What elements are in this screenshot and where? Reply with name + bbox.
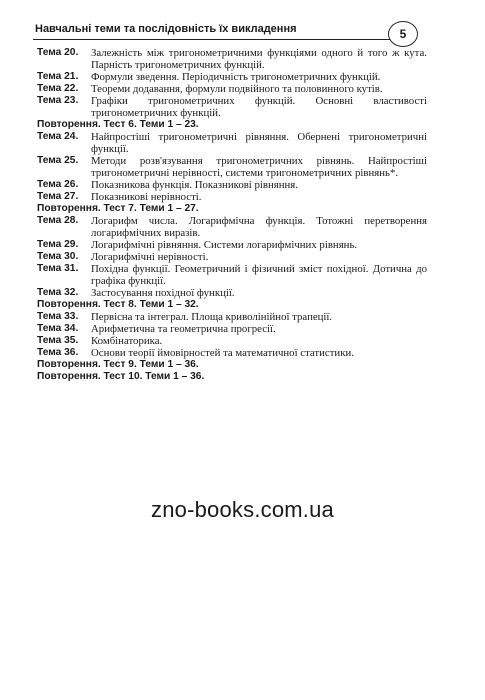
topic-title: Первісна та інтеграл. Площа криволінійної трапеції. bbox=[91, 311, 333, 323]
topic-title: Арифметична та геометрична прогресії. bbox=[91, 323, 276, 335]
topic-entry bbox=[37, 347, 427, 359]
topic-entry bbox=[37, 251, 427, 263]
topic-entry bbox=[37, 311, 427, 323]
review-entry: Повторення. Тест 8. Теми 1 – 32. bbox=[37, 299, 199, 310]
topic-label: Тема 33. bbox=[37, 311, 79, 322]
topic-title: Логарифмічні нерівності. bbox=[91, 251, 209, 263]
review-entry: Повторення. Тест 7. Теми 1 – 27. bbox=[37, 203, 199, 214]
review-entry: Повторення. Тест 6. Теми 1 – 23. bbox=[37, 119, 199, 130]
topic-label: Тема 36. bbox=[37, 347, 79, 358]
topic-entry bbox=[37, 263, 427, 287]
topic-entry bbox=[37, 323, 427, 335]
topic-title: Застосування похідної функції. bbox=[91, 287, 235, 299]
topic-list bbox=[37, 47, 427, 383]
topic-title: Похідна функції. Геометричний і фізичний зміст похідної. Дотична до графіка функції. bbox=[91, 263, 427, 287]
topic-entry bbox=[37, 71, 427, 83]
topic-title: Графіки тригонометричних функцій. Основні властивості тригонометричних функцій. bbox=[91, 95, 427, 119]
topic-title: Теореми додавання, формули подвійного та половинного кутів. bbox=[91, 83, 383, 95]
topic-label: Тема 34. bbox=[37, 323, 79, 334]
topic-title: Методи розв'язування тригонометричних рівнянь. Найпростіші тригонометричні нерівності, системи тригонометричних рівнянь*. bbox=[91, 155, 427, 179]
topic-label: Тема 23. bbox=[37, 95, 79, 106]
header-title: Навчальні теми та послідовність їх викладення bbox=[35, 23, 297, 35]
topic-entry bbox=[37, 239, 427, 251]
page-number-badge: 5 bbox=[388, 21, 418, 47]
topic-entry bbox=[37, 335, 427, 347]
topic-label: Тема 29. bbox=[37, 239, 79, 250]
watermark: zno-books.com.ua bbox=[151, 497, 334, 522]
topic-entry bbox=[37, 179, 427, 191]
topic-entry bbox=[37, 191, 427, 203]
topic-entry bbox=[37, 215, 427, 239]
topic-label: Тема 27. bbox=[37, 191, 79, 202]
topic-title: Логарифм числа. Логарифмічна функція. Тотожні перетворення логарифмічних виразів. bbox=[91, 215, 427, 239]
topic-label: Тема 31. bbox=[37, 263, 79, 274]
topic-title: Комбінаторика. bbox=[91, 335, 163, 347]
topic-label: Тема 30. bbox=[37, 251, 79, 262]
review-entry: Повторення. Тест 10. Теми 1 – 36. bbox=[37, 371, 205, 382]
topic-entry bbox=[37, 287, 427, 299]
topic-title: Формули зведення. Періодичність тригонометричних функцій. bbox=[91, 71, 381, 83]
topic-label: Тема 25. bbox=[37, 155, 79, 166]
topic-title: Найпростіші тригонометричні рівняння. Обернені тригонометричні функції. bbox=[91, 131, 427, 155]
topic-label: Тема 32. bbox=[37, 287, 79, 298]
topic-label: Тема 26. bbox=[37, 179, 79, 190]
topic-title: Основи теорії ймовірностей та математичної статистики. bbox=[91, 347, 354, 359]
topic-title: Показникові нерівності. bbox=[91, 191, 202, 203]
topic-label: Тема 35. bbox=[37, 335, 79, 346]
page-header bbox=[33, 20, 409, 40]
topic-title: Показникова функція. Показникові рівняння. bbox=[91, 179, 298, 191]
topic-label: Тема 20. bbox=[37, 47, 79, 58]
review-entry: Повторення. Тест 9. Теми 1 – 36. bbox=[37, 359, 199, 370]
topic-entry bbox=[37, 47, 427, 71]
topic-label: Тема 21. bbox=[37, 71, 79, 82]
topic-title: Залежність між тригонометричними функціями одного й того ж кута. Парність тригонометричних функцій. bbox=[91, 47, 427, 71]
topic-entry bbox=[37, 95, 427, 119]
topic-entry bbox=[37, 131, 427, 155]
topic-entry bbox=[37, 155, 427, 179]
topic-label: Тема 22. bbox=[37, 83, 79, 94]
topic-entry bbox=[37, 83, 427, 95]
topic-title: Логарифмічні рівняння. Системи логарифмічних рівнянь. bbox=[91, 239, 358, 251]
topic-label: Тема 28. bbox=[37, 215, 79, 226]
topic-label: Тема 24. bbox=[37, 131, 79, 142]
